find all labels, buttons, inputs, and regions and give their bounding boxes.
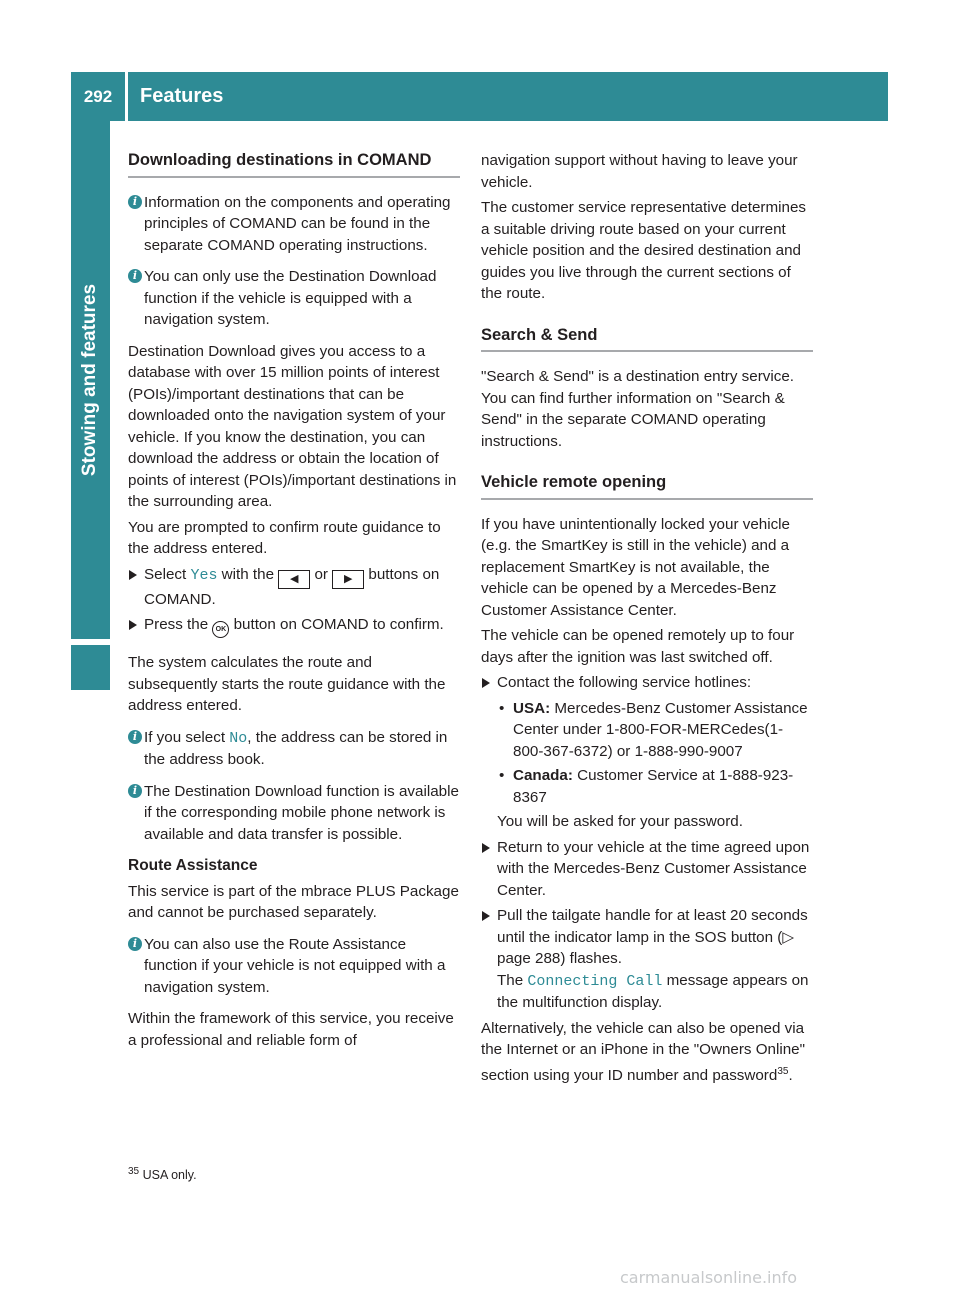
step-arrow-icon [482,843,490,853]
side-label-text: Stowing and features [79,283,101,477]
side-label [71,121,110,639]
paragraph: navigation support without having to leave your vehicle. [481,152,798,191]
info-note: i You can also use the Route Assistance function if your vehicle is not equipped with a navigation system. [128,934,460,999]
right-column [481,150,813,1090]
info-icon: i [128,937,142,951]
instruction-step: Select Yes with the ◀ or ▶ buttons on COMAND. [128,564,460,611]
list-item: • USA: Mercedes-Benz Customer Assistance Center under 1-800-FOR-MERCedes(1-800-367-6372) or 1-888-990-9007 [499,699,808,760]
footnote: $^{35}$ USA only. [128,1166,197,1183]
page-title: Features [140,85,224,107]
section-heading-remote-opening: Vehicle remote opening [481,472,813,500]
instruction-step: Press the OK button on COMAND to confirm. [128,614,460,638]
section-heading-downloading: Downloading destinations in COMAND [128,150,460,178]
paragraph: You are prompted to confirm route guidance to the address entered. [128,518,441,557]
paragraph: The vehicle can be opened remotely up to four days after the ignition was last switched off. [481,627,795,666]
paragraph: This service is part of the mbrace PLUS Package and cannot be purchased separately. [128,882,459,921]
instruction-step: Pull the tailgate handle for at least 20 seconds until the indicator lamp in the SOS button (▷ page 288) flashes. The Connecting Call message appears on the multifunction display. [481,905,813,1014]
paragraph: Destination Download gives you access to a database with over 15 million points of interest (POIs)/important destinations that can be downloaded onto the navigation system of your vehicle. If you know the destination, you can download the address or obtain the location of points of interest (POIs)/important destinations in the surrounding area. [128,342,457,510]
paragraph: "Search & Send" is a destination entry service. You can find further information on "Search & Send" in the separate COMAND operating instructions. [481,368,795,450]
info-note: i The Destination Download function is available if the corresponding mobile phone network is available and data transfer is possible. [128,781,460,846]
paragraph: The system calculates the route and subsequently starts the route guidance with the address entered. [128,654,446,714]
left-arrow-key-icon: ◀ [278,570,310,589]
side-tab-marker [71,645,110,690]
info-icon: i [128,195,142,209]
info-note: i You can only use the Destination Download function if the vehicle is equipped with a navigation system. [128,266,460,331]
info-icon: i [128,730,142,744]
paragraph: You will be asked for your password. [497,813,743,830]
step-arrow-icon [482,678,490,688]
paragraph: The customer service representative determines a suitable driving route based on your current vehicle position and the desired destination and guides you live through the current sections of the route. [481,199,806,302]
info-note: i If you select No, the address can be stored in the address book. [128,727,460,771]
step-arrow-icon [129,570,137,580]
info-note: i Information on the components and operating principles of COMAND can be found in the separate COMAND operating instructions. [128,192,460,257]
section-heading-search-send: Search & Send [481,325,813,353]
paragraph: If you have unintentionally locked your vehicle (e.g. the SmartKey is still in the vehicle) and a replacement SmartKey is not available, the vehicle can be opened by a Mercedes-Benz Customer Assistance Center. [481,515,791,619]
step-arrow-icon [482,911,490,921]
left-column [128,150,460,1055]
info-icon: i [128,269,142,283]
instruction-step: Return to your vehicle at the time agreed upon with the Mercedes-Benz Customer Assistance Center. [481,837,813,902]
ok-button-icon: OK [212,621,229,638]
display-text: Yes [190,566,218,584]
paragraph: Within the framework of this service, you receive a professional and reliable form of [128,1010,454,1049]
page-number: 292 [83,86,113,106]
right-arrow-key-icon: ▶ [332,570,364,589]
instruction-step: Contact the following service hotlines: [481,672,813,694]
list-item: • Canada: Customer Service at 1-888-923-8367 [499,767,794,806]
step-arrow-icon [129,620,137,630]
header-divider [125,72,128,121]
display-text: Connecting Call [527,972,663,990]
paragraph: Alternatively, the vehicle can also be opened via the Internet or an iPhone in the "Owners Online" section using your ID number and password$^{35}$. [481,1019,806,1084]
info-icon: i [128,784,142,798]
subheading-route-assistance: Route Assistance [128,857,258,874]
watermark: carmanualsonline.info [620,1268,798,1287]
display-text: No [229,729,248,747]
